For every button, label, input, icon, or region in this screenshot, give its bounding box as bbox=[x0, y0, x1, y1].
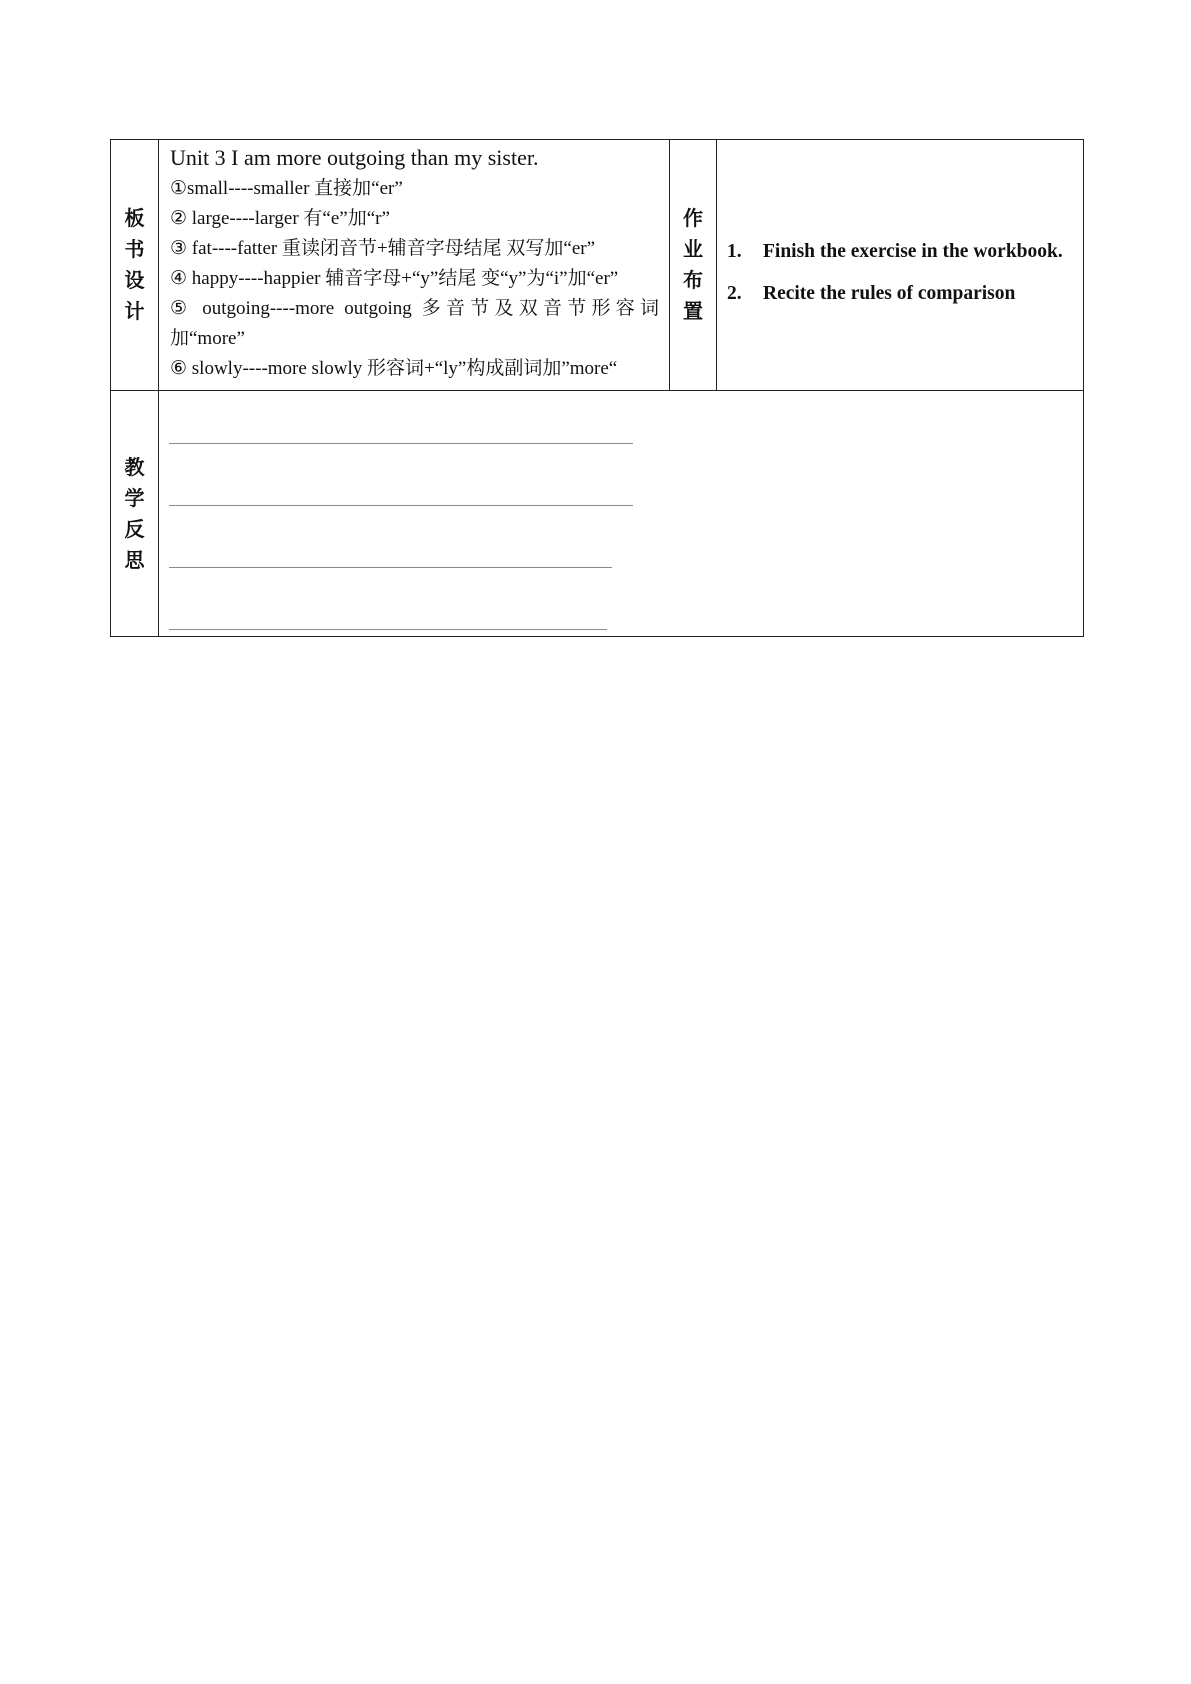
writing-line bbox=[169, 443, 633, 444]
board-design-label bbox=[111, 140, 159, 391]
homework-label bbox=[670, 140, 717, 391]
lesson-plan-table bbox=[110, 139, 1084, 637]
board-design-row bbox=[111, 140, 1084, 391]
homework-item-number: 2. bbox=[727, 283, 742, 304]
label-char: 学 bbox=[124, 485, 145, 510]
label-char: 反 bbox=[124, 516, 145, 541]
board-design-content bbox=[159, 140, 670, 391]
label-char: 业 bbox=[683, 237, 703, 261]
writing-line bbox=[169, 629, 607, 630]
label-char: 计 bbox=[124, 299, 145, 323]
writing-line bbox=[169, 505, 633, 506]
homework-item-text: Recite the rules of comparison bbox=[763, 283, 1016, 304]
comparison-rule: ⑤ outgoing----more outgoing 多音节及双音节形容词加“more” bbox=[170, 298, 659, 349]
label-char: 教 bbox=[124, 454, 145, 479]
homework-content bbox=[717, 140, 1084, 391]
writing-line bbox=[169, 567, 612, 568]
label-char: 布 bbox=[683, 268, 703, 292]
label-char: 置 bbox=[683, 299, 703, 323]
comparison-rule: ①small----smaller 直接加“er” bbox=[170, 178, 403, 199]
comparison-rule: ② large----larger 有“e”加“r” bbox=[170, 208, 390, 229]
homework-item bbox=[727, 240, 1073, 264]
label-char: 作 bbox=[683, 206, 703, 230]
comparison-rule: ③ fat----fatter 重读闭音节+辅音字母结尾 双写加“er” bbox=[170, 238, 596, 259]
homework-item-number: 1. bbox=[727, 241, 742, 262]
reflection-content bbox=[159, 391, 1084, 637]
label-char: 板 bbox=[124, 206, 145, 230]
unit-title: Unit 3 I am more outgoing than my sister. bbox=[170, 145, 539, 170]
comparison-rule: ⑥ slowly----more slowly 形容词+“ly”构成副词加”more“ bbox=[170, 358, 618, 379]
comparison-rule: ④ happy----happier 辅音字母+“y”结尾 变“y”为“i”加“er” bbox=[170, 268, 619, 289]
homework-item-text: Finish the exercise in the workbook. bbox=[763, 241, 1063, 262]
homework-item bbox=[727, 282, 1073, 306]
label-char: 思 bbox=[124, 547, 145, 572]
label-char: 书 bbox=[124, 237, 145, 261]
reflection-row bbox=[111, 391, 1084, 637]
reflection-label bbox=[111, 391, 159, 637]
label-char: 设 bbox=[124, 268, 145, 292]
